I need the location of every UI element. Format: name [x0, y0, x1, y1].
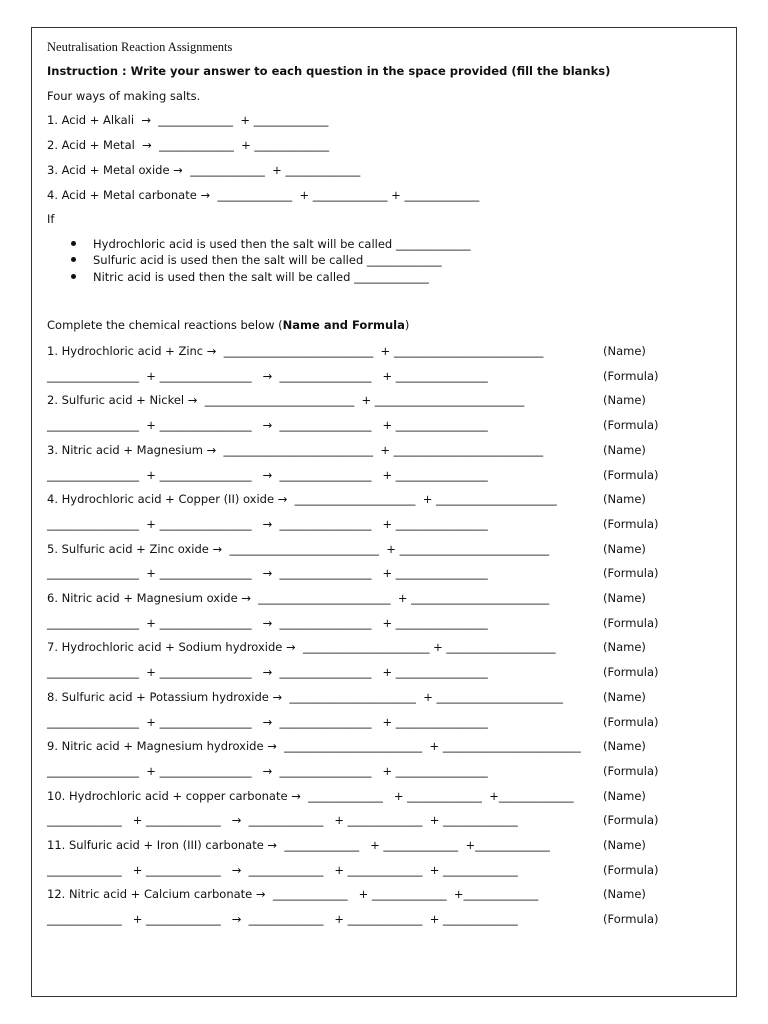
- reaction-name-line: 5. Sulfuric acid + Zinc oxide → __________________________ + __________________________: [47, 541, 550, 556]
- reaction-name-line: 11. Sulfuric acid + Iron (III) carbonate → _____________ + _____________ +_____________: [47, 838, 550, 852]
- ways-heading: Four ways of making salts.: [47, 89, 201, 103]
- reaction-formula-line: ________________ + ________________ → ________________ + ________________: [47, 516, 488, 531]
- formula-tag: (Formula): [603, 615, 659, 630]
- bullet-icon: [71, 274, 76, 279]
- name-tag: (Name): [603, 739, 646, 754]
- name-tag: (Name): [603, 541, 646, 556]
- reaction-name-line: 6. Nitric acid + Magnesium oxide → _______________________ + ________________________: [47, 591, 550, 605]
- formula-tag: (Formula): [603, 467, 659, 482]
- way-item-3: 3. Acid + Metal oxide → _____________ + _____________: [47, 163, 361, 177]
- reaction-formula-line: _____________ + _____________ → _____________ + _____________ + _____________: [47, 862, 518, 877]
- reaction-formula-line: ________________ + ________________ → ________________ + ________________: [47, 714, 488, 729]
- formula-tag: (Formula): [603, 566, 659, 581]
- name-tag: (Name): [603, 393, 646, 408]
- formula-tag: (Formula): [603, 714, 659, 729]
- instruction-text: Instruction : Write your answer to each question in the space provided (fill the blanks): [47, 64, 611, 78]
- reaction-name-line: 8. Sulfuric acid + Potassium hydroxide → ______________________ + ______________________: [47, 689, 564, 704]
- reaction-name-line: 4. Hydrochloric acid + Copper (II) oxide → _____________________ + _____________________: [47, 492, 557, 507]
- reaction-name-line: 10. Hydrochloric acid + copper carbonate → _____________ + _____________ +_____________: [47, 788, 574, 803]
- reaction-name-line: 7. Hydrochloric acid + Sodium hydroxide → ______________________ + ___________________: [47, 640, 556, 655]
- reaction-formula-line: ________________ + ________________ → ________________ + ________________: [47, 418, 488, 433]
- name-tag: (Name): [603, 640, 646, 655]
- formula-tag: (Formula): [603, 516, 659, 531]
- document-title: Neutralisation Reaction Assignments: [47, 40, 233, 54]
- reaction-formula-line: ________________ + ________________ → ________________ + ________________: [47, 566, 488, 581]
- reaction-name-line: 1. Hydrochloric acid + Zinc → __________________________ + __________________________: [47, 344, 544, 358]
- bullet-item-3: Nitric acid is used then the salt will be called _____________: [93, 270, 429, 284]
- reaction-formula-line: _____________ + _____________ → _____________ + _____________ + _____________: [47, 912, 518, 927]
- reaction-name-line: 3. Nitric acid + Magnesium → __________________________ + __________________________: [47, 442, 544, 457]
- reaction-name-line: 2. Sulfuric acid + Nickel → __________________________ + __________________________: [47, 393, 525, 408]
- if-label: If: [47, 212, 55, 226]
- way-item-1: 1. Acid + Alkali → _____________ + _____________: [47, 113, 329, 127]
- formula-tag: (Formula): [603, 862, 659, 877]
- name-tag: (Name): [603, 442, 646, 457]
- name-tag: (Name): [603, 788, 646, 803]
- formula-tag: (Formula): [603, 665, 659, 680]
- name-tag: (Name): [603, 591, 646, 605]
- formula-tag: (Formula): [603, 813, 659, 828]
- formula-tag: (Formula): [603, 763, 659, 778]
- name-tag: (Name): [603, 689, 646, 704]
- way-item-4: 4. Acid + Metal carbonate → _____________ + _____________ + _____________: [47, 188, 480, 202]
- name-tag: (Name): [603, 887, 646, 902]
- reaction-formula-line: ________________ + ________________ → ________________ + ________________: [47, 665, 488, 680]
- bullet-icon: [71, 257, 76, 262]
- worksheet-page: [31, 27, 737, 997]
- reaction-name-line: 9. Nitric acid + Magnesium hydroxide → ________________________ + ________________________: [47, 739, 581, 754]
- reaction-formula-line: ________________ + ________________ → ________________ + ________________: [47, 467, 488, 482]
- reaction-name-line: 12. Nitric acid + Calcium carbonate → _____________ + _____________ +_____________: [47, 887, 539, 902]
- complete-heading-bold: Name and Formula: [282, 318, 405, 332]
- bullet-item-1: Hydrochloric acid is used then the salt will be called _____________: [93, 237, 471, 251]
- formula-tag: (Formula): [603, 368, 659, 383]
- name-tag: (Name): [603, 344, 646, 358]
- reaction-formula-line: ________________ + ________________ → ________________ + ________________: [47, 763, 488, 778]
- name-tag: (Name): [603, 838, 646, 852]
- formula-tag: (Formula): [603, 912, 659, 927]
- formula-tag: (Formula): [603, 418, 659, 433]
- bullet-item-2: Sulfuric acid is used then the salt will be called _____________: [93, 253, 442, 267]
- reaction-formula-line: ________________ + ________________ → ________________ + ________________: [47, 615, 488, 630]
- reaction-formula-line: _____________ + _____________ → _____________ + _____________ + _____________: [47, 813, 518, 828]
- reaction-formula-line: ________________ + ________________ → ________________ + ________________: [47, 368, 488, 383]
- way-item-2: 2. Acid + Metal → _____________ + _____________: [47, 138, 330, 152]
- bullet-icon: [71, 241, 76, 246]
- complete-heading: Complete the chemical reactions below (Name and Formula): [47, 318, 410, 332]
- name-tag: (Name): [603, 492, 646, 507]
